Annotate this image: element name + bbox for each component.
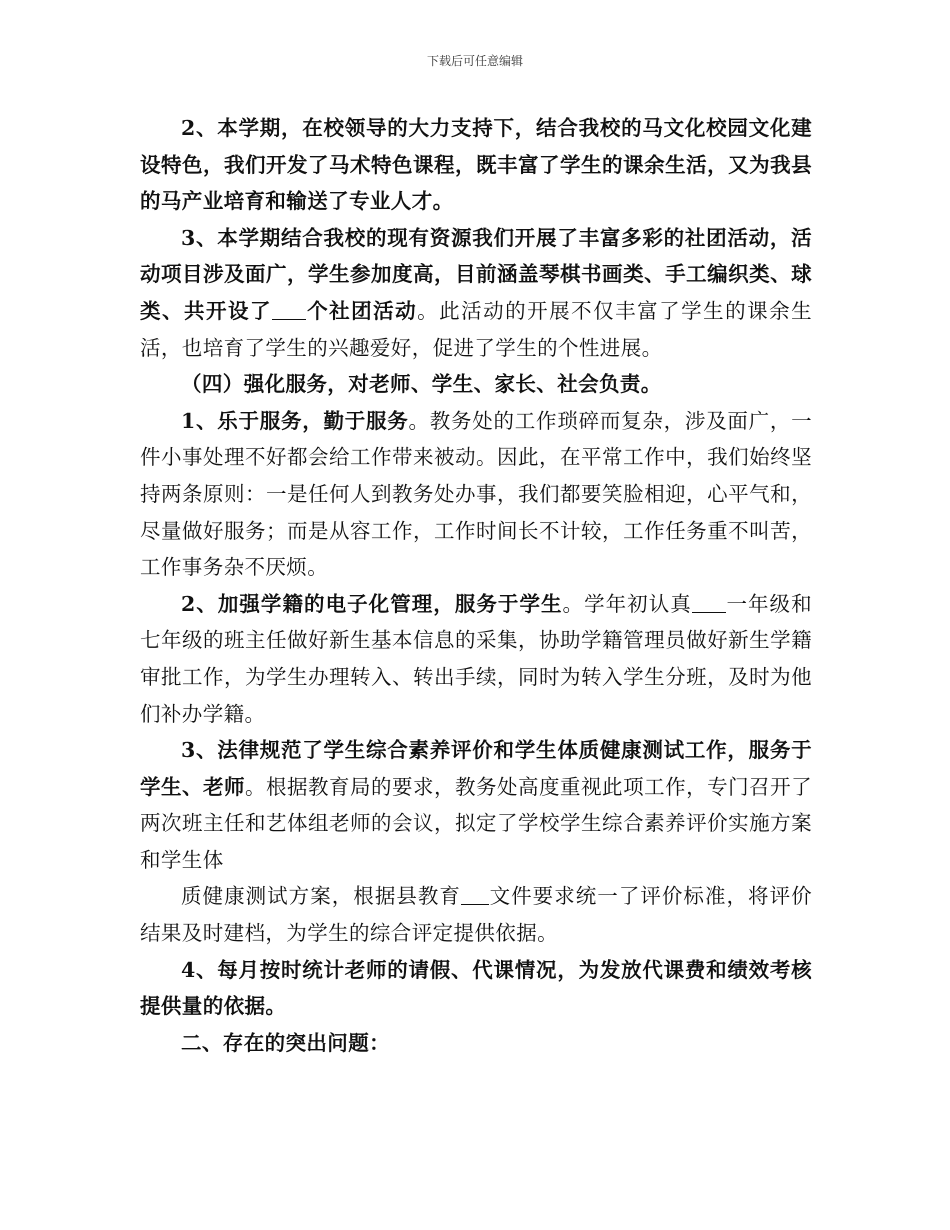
fill-in-blank bbox=[692, 591, 726, 613]
document-body bbox=[140, 110, 812, 1061]
paragraph-equestrian-course bbox=[140, 110, 812, 220]
paragraph-evaluation-continued bbox=[140, 878, 812, 951]
paragraph-bold-text: 1、乐于服务，勤于服务 bbox=[181, 408, 409, 433]
paragraph-bold-text: 个社团活动 bbox=[306, 298, 418, 323]
section-heading-text: （四）强化服务，对老师、学生、家长、社会负责。 bbox=[181, 372, 662, 397]
paragraph-bold-text: 3、本学期结合我校的现有资源我们开展了丰富多彩的社团活动，活动项目涉及面广，学生参加度高，目前涵盖琴棋书画类、手工编织类、球类、共开设了 bbox=[140, 225, 812, 323]
section-heading-problems bbox=[140, 1025, 812, 1062]
paragraph-text: 一年级和七年级的班主任做好新生基本信息的采集，协助学籍管理员做好新生学籍审批工作，为学生办理转入、转出手续，同时为转入学生分班，及时为他们补办学籍。 bbox=[140, 591, 812, 726]
paragraph-leave-statistics bbox=[140, 952, 812, 1025]
paragraph-text: 。教务处的工作琐碎而复杂，涉及面广，一件小事处理不好都会给工作带来被动。因此，在平常工作中，我们始终坚持两条原则：一是任何人到教务处办事，我们都要笑脸相迎，心平气和，尽量做好服务；而是从容工作，工作时间长不计较，工作任务重不叫苦，工作事务杂不厌烦。 bbox=[140, 408, 812, 580]
paragraph-text: 4、每月按时统计老师的请假、代课情况，为发放代课费和绩效考核提供量的依据。 bbox=[140, 957, 812, 1019]
fill-in-blank bbox=[272, 298, 306, 320]
paragraph-text: 。此活动的开展不仅丰富了学生的课余生活，也培育了学生的兴趣爱好，促进了学生的个性进展。 bbox=[140, 298, 813, 360]
paragraph-bold-text: 3、法律规范了学生综合素养评价和学生体质健康测试工作，服务于学生、老师 bbox=[140, 738, 812, 799]
page-header: 下载后可任意编辑 bbox=[426, 54, 523, 68]
paragraph-text: 2、本学期，在校领导的大力支持下，结合我校的马文化校园文化建设特色，我们开发了马术特色课程，既丰富了学生的课余生活，又为我县的马产业培育和输送了专业人才。 bbox=[140, 116, 812, 214]
paragraph-evaluation bbox=[140, 732, 812, 878]
section-heading-service bbox=[140, 366, 812, 403]
paragraph-text: 质健康测试方案，根据县教育 bbox=[181, 884, 461, 909]
paragraph-service bbox=[140, 403, 812, 586]
paragraph-student-records bbox=[140, 586, 812, 732]
paragraph-text: 。学年初认真 bbox=[562, 591, 692, 616]
section-heading-text: 二、存在的突出问题： bbox=[181, 1030, 390, 1055]
fill-in-blank bbox=[461, 884, 489, 906]
paragraph-text: 。根据教育局的要求，教务处高度重视此项工作，专门召开了两次班主任和艺体组老师的会议，拟定了学校学生综合素养评价实施方案和学生体 bbox=[140, 774, 812, 872]
paragraph-clubs bbox=[140, 220, 812, 366]
paragraph-bold-text: 2、加强学籍的电子化管理，服务于学生 bbox=[181, 591, 563, 616]
paragraph-text: 文件要求统一了评价标准，将评价结果及时建档，为学生的综合评定提供依据。 bbox=[140, 884, 813, 946]
